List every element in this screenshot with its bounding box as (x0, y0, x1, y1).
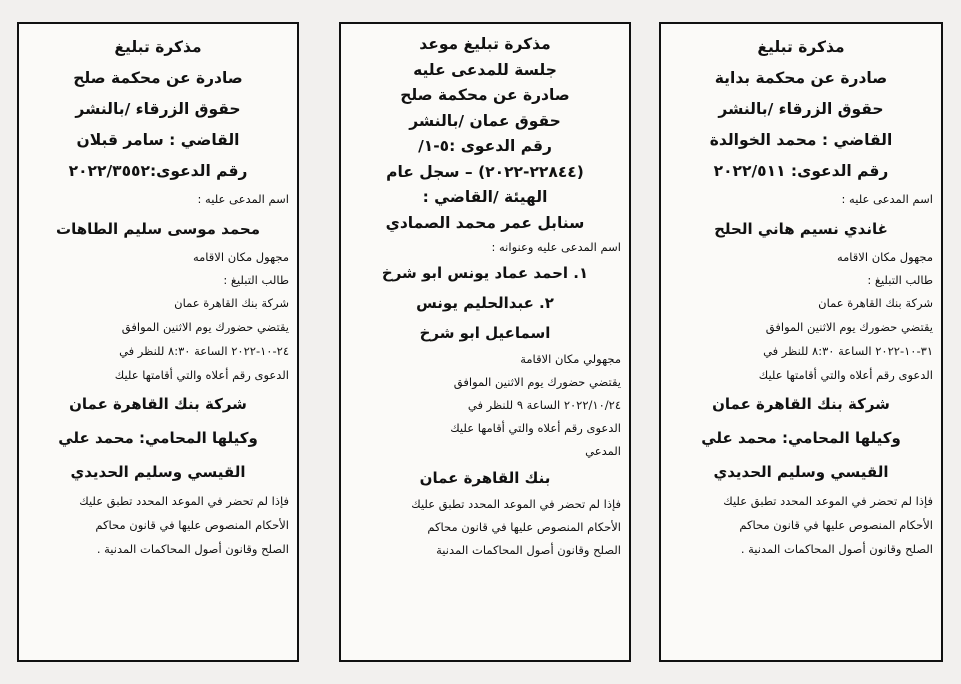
footer-line: الأحكام المنصوص عليها في قانون محاكم (739, 518, 933, 532)
court-name: صادرة عن محكمة صلح (400, 86, 570, 104)
hearing-line: ٢٠٢٢/١٠/٢٤ الساعة ٩ للنظر في (467, 398, 621, 412)
address-status: مجهولي مكان الاقامة (520, 352, 621, 366)
case-number: رقم الدعوى: ٢٠٢٢/٥١١ (713, 162, 889, 180)
notice-title: مذكرة تبليغ (757, 38, 845, 56)
hearing-line: المدعي (585, 444, 621, 458)
hearing-line: يقتضي حضورك يوم الاثنين الموافق (453, 375, 621, 389)
hearing-line: الدعوى رقم أعلاه والتي أقامتها عليك (758, 368, 933, 382)
notice-title: مذكرة تبليغ (114, 38, 202, 56)
hearing-line: الدعوى رقم أعلاه والتي أقامتها عليك (114, 368, 289, 382)
plaintiff-line: شركة بنك القاهرة عمان (712, 395, 890, 413)
plaintiff-line: شركة بنك القاهرة عمان (69, 395, 247, 413)
footer-line: الصلح وقانون أصول المحاكمات المدنية . (96, 542, 289, 556)
judge-name: سنابل عمر محمد الصمادي (385, 213, 585, 232)
plaintiff-line: القيسي وسليم الحديدي (713, 463, 889, 481)
panel-label: الهيئة /القاضي : (422, 188, 548, 206)
address-status: مجهول مكان الاقامه (192, 250, 289, 264)
plaintiff-line: وكيلها المحامي: محمد علي (58, 429, 258, 447)
court-location: حقوق الزرقاء /بالنشر (75, 100, 241, 118)
judge-name: القاضي : سامر قبلان (76, 131, 240, 149)
court-name: صادرة عن محكمة بداية (714, 69, 888, 87)
footer-line: الأحكام المنصوص عليها في قانون محاكم (427, 520, 621, 534)
notice-subtitle: جلسة للمدعى عليه (413, 60, 557, 79)
footer-line: فإذا لم تحضر في الموعد المحدد تطبق عليك (411, 497, 621, 511)
defendant-name: ١. احمد عماد يونس ابو شرخ (381, 264, 589, 282)
judge-name: القاضي : محمد الخوالدة (709, 131, 893, 149)
plaintiff-name: بنك القاهرة عمان (419, 469, 551, 487)
footer-line: الصلح وقانون أصول المحاكمات المدنية . (740, 542, 933, 556)
notice-left (17, 22, 299, 662)
plaintiff-line: وكيلها المحامي: محمد علي (701, 429, 901, 447)
hearing-line: يقتضي حضورك يوم الاثنين الموافق (121, 320, 289, 334)
footer-line: الصلح وقانون أصول المحاكمات المدنية (436, 543, 621, 557)
defendant-name: اسماعيل ابو شرخ (419, 324, 551, 342)
defendant-name: غاندي نسيم هاني الحلح (714, 220, 888, 238)
defendant-name: محمد موسى سليم الطاهات (56, 220, 260, 238)
notice-right (659, 22, 943, 662)
court-location: حقوق عمان /بالنشر (409, 111, 561, 130)
hearing-line: يقتضي حضورك يوم الاثنين الموافق (765, 320, 933, 334)
plaintiff-line: القيسي وسليم الحديدي (70, 463, 246, 481)
hearing-line: ٢٤-١٠-٢٠٢٢ الساعة ٨:٣٠ للنظر في (119, 344, 289, 358)
court-location: حقوق الزرقاء /بالنشر (718, 100, 884, 118)
defendant-label: اسم المدعى عليه وعنوانه : (491, 240, 621, 254)
address-status: مجهول مكان الاقامه (836, 250, 933, 264)
footer-line: الأحكام المنصوص عليها في قانون محاكم (95, 518, 289, 532)
notice-title: مذكرة تبليغ موعد (419, 35, 551, 53)
footer-line: فإذا لم تحضر في الموعد المحدد تطبق عليك (723, 494, 933, 508)
defendant-label: اسم المدعى عليه : (841, 192, 933, 206)
defendant-label: اسم المدعى عليه : (197, 192, 289, 206)
case-register: (٢٢٨٤٤-٢٠٢٢) – سجل عام (386, 162, 584, 181)
hearing-line: ٣١-١٠-٢٠٢٢ الساعة ٨:٣٠ للنظر في (763, 344, 933, 358)
notice-middle (339, 22, 631, 662)
requester-name: شركة بنك القاهرة عمان (818, 296, 933, 310)
requester-name: شركة بنك القاهرة عمان (174, 296, 289, 310)
footer-line: فإذا لم تحضر في الموعد المحدد تطبق عليك (79, 494, 289, 508)
requester-label: طالب التبليغ : (223, 273, 289, 287)
court-name: صادرة عن محكمة صلح (73, 69, 243, 87)
hearing-line: الدعوى رقم أعلاه والتي أقامها عليك (450, 421, 621, 435)
requester-label: طالب التبليغ : (867, 273, 933, 287)
defendant-name: ٢. عبدالحليم يونس (416, 294, 554, 312)
case-number: رقم الدعوى :٥-١/ (418, 137, 552, 155)
case-number: رقم الدعوى:٢٠٢٢/٣٥٥٢ (68, 162, 248, 180)
